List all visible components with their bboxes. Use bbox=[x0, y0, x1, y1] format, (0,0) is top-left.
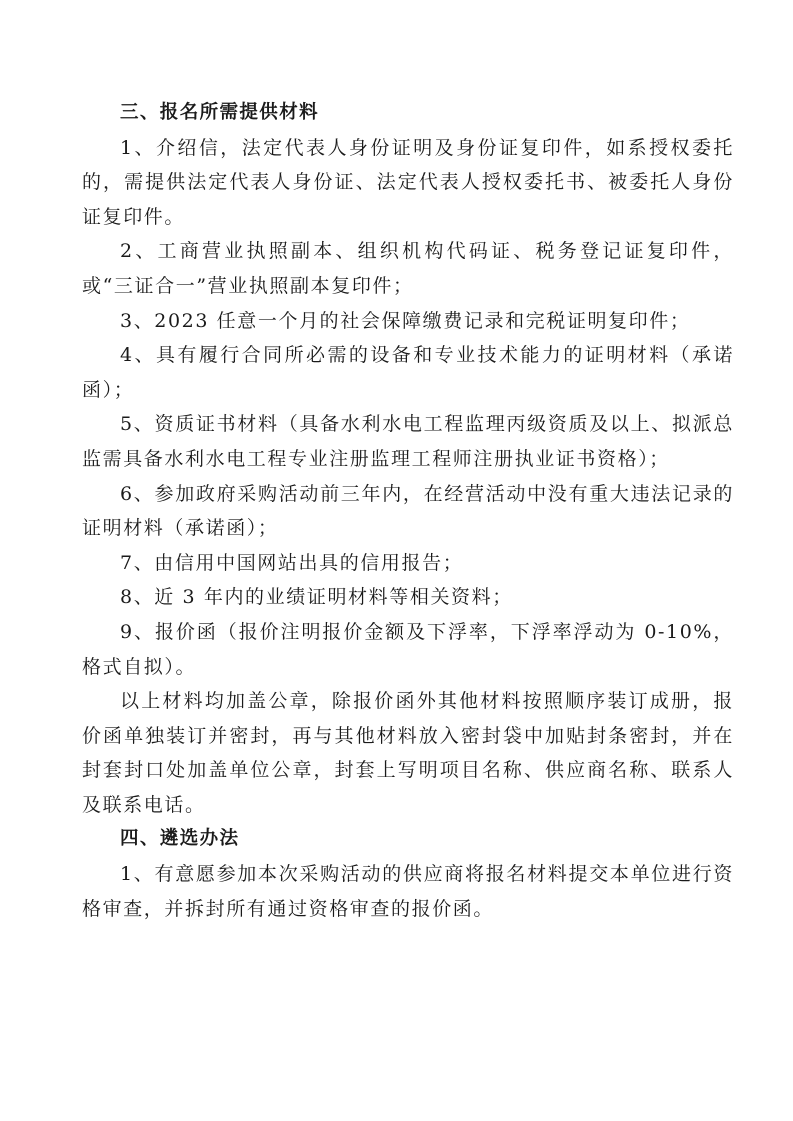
section-3-item-2: 2、工商营业执照副本、组织机构代码证、税务登记证复印件，或“三证合一”营业执照副本复印件； bbox=[82, 240, 734, 297]
section-4-heading: 四、遴选办法 bbox=[120, 828, 240, 850]
section-3-summary: 以上材料均加盖公章，除报价函外其他材料按照顺序装订成册，报价函单独装订并密封，再与其他材料放入密封袋中加贴封条密封，并在封套封口处加盖单位公章，封套上写明项目名称、供应商名称、联系人及联系电话。 bbox=[82, 690, 734, 816]
section-3-item-7: 7、由信用中国网站出具的信用报告； bbox=[120, 551, 464, 574]
section-3-item-1: 1、介绍信，法定代表人身份证明及身份证复印件，如系授权委托的，需提供法定代表人身份证、法定代表人授权委托书、被委托人身份证复印件。 bbox=[82, 136, 734, 228]
section-3-item-6: 6、参加政府采购活动前三年内，在经营活动中没有重大违法记录的证明材料（承诺函）； bbox=[82, 482, 734, 540]
section-3-item-9: 9、报价函（报价注明报价金额及下浮率，下浮率浮动为 0-10%，格式自拟）。 bbox=[82, 620, 734, 678]
section-3-heading: 三、报名所需提供材料 bbox=[120, 102, 320, 123]
document-body bbox=[82, 96, 734, 926]
section-4-item-1: 1、有意愿参加本次采购活动的供应商将报名材料提交本单位进行资格审查，并拆封所有通过资格审查的报价函。 bbox=[82, 863, 734, 920]
section-3-item-5: 5、资质证书材料（具备水利水电工程监理丙级资质及以上、拟派总监需具备水利水电工程专业注册监理工程师注册执业证书资格）； bbox=[82, 413, 734, 470]
section-3-item-8: 8、近 3 年内的业绩证明材料等相关资料； bbox=[120, 586, 513, 609]
section-3-item-3: 3、2023 任意一个月的社会保障缴费记录和完税证明复印件； bbox=[120, 309, 691, 332]
section-3-item-4: 4、具有履行合同所必需的设备和专业技术能力的证明材料（承诺函）； bbox=[82, 344, 734, 401]
